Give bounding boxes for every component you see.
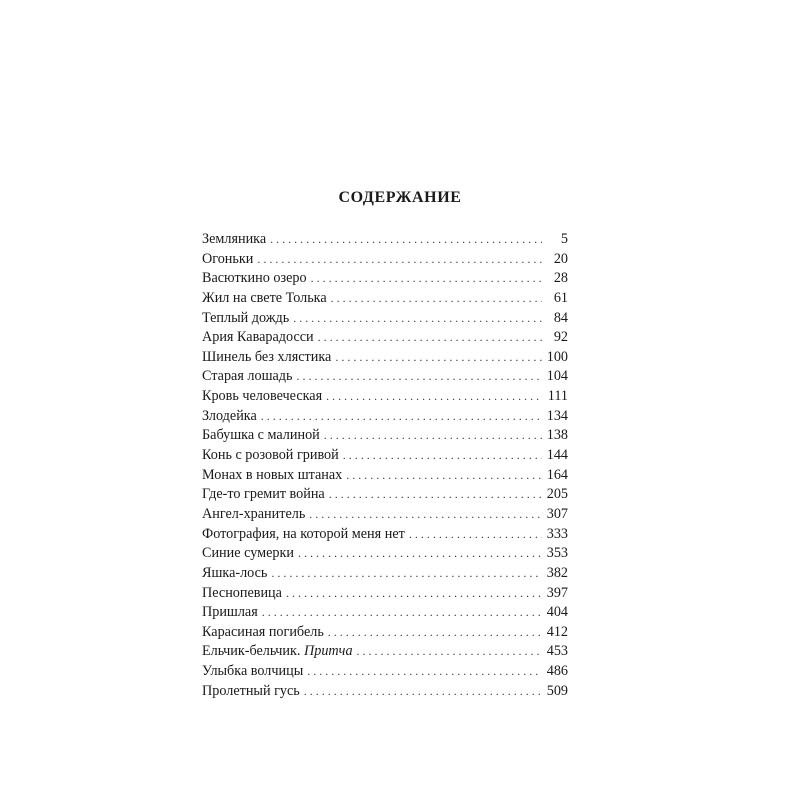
toc-entry-title <box>202 289 331 309</box>
toc-entry-page-number: 333 <box>546 525 568 542</box>
toc-entry-title-text: Песнопевица <box>202 584 282 601</box>
toc-entry <box>202 250 568 270</box>
dot-leader <box>409 525 542 545</box>
toc-entry-title <box>202 623 328 643</box>
toc-entry-page-number: 382 <box>546 564 568 581</box>
toc-entry-page-number: 144 <box>546 447 568 464</box>
toc-entry-title-text: Земляника <box>202 231 267 247</box>
toc-entry-title-text: Кровь человеческая <box>202 388 323 405</box>
toc-entry-title <box>202 250 257 270</box>
toc-entry-title <box>202 348 335 368</box>
toc-entry-title-text: Яшка-лось <box>202 564 268 581</box>
toc-entry-title-text: Фотография, на которой меня нет <box>202 525 405 542</box>
toc-entry <box>202 446 568 466</box>
toc-entry-page-number: 61 <box>553 289 568 306</box>
toc-entry-title <box>202 407 261 427</box>
toc-entry-title <box>202 485 329 505</box>
toc-entry-page-number: 397 <box>546 584 568 601</box>
toc-entry-title-text: Васюткино озеро <box>202 270 307 287</box>
dot-leader <box>318 328 542 348</box>
dot-leader <box>329 485 542 505</box>
dot-leader <box>326 387 542 407</box>
toc-entry-title-text: Где-то гремит война <box>202 486 325 503</box>
toc-entry-title <box>202 544 298 564</box>
toc-entry-title-text: Старая лошадь <box>202 368 293 385</box>
dot-leader <box>331 289 542 309</box>
toc-entry-title <box>202 584 286 604</box>
toc-entry-page-number: 307 <box>546 505 568 522</box>
dot-leader <box>357 642 542 662</box>
toc-entry-title-text: Ельчик-бельчик. <box>202 643 304 660</box>
dot-leader <box>311 269 542 289</box>
toc-entry <box>202 348 568 368</box>
toc-entry-title <box>202 662 307 682</box>
dot-leader <box>304 682 542 702</box>
dot-leader <box>343 446 542 466</box>
toc-entry-title <box>202 230 270 250</box>
toc-entry-title <box>202 269 311 289</box>
toc-entry-page-number: 486 <box>546 663 568 680</box>
toc-entry-page-number: 412 <box>546 623 568 640</box>
toc-entry-title-text: Огоньки <box>202 250 254 267</box>
toc-entry-page-number: 104 <box>546 368 568 385</box>
toc-entry-page-number: 164 <box>546 466 568 483</box>
toc-entry-title <box>202 466 346 486</box>
toc-entry <box>202 544 568 564</box>
toc-entry-page-number: 134 <box>546 407 568 424</box>
toc-entry <box>202 603 568 623</box>
toc-entry-title-text: Пролетный гусь <box>202 682 300 699</box>
toc-entry-title-text: Улыбка волчицы <box>202 663 304 680</box>
toc-entry-page-number: 205 <box>546 486 568 503</box>
toc-entry <box>202 426 568 446</box>
toc-entry-title-text: Синие сумерки <box>202 545 294 562</box>
dot-leader <box>335 348 542 368</box>
toc-entry-page-number: 111 <box>547 388 568 405</box>
toc-entry-page-number: 353 <box>546 545 568 562</box>
dot-leader <box>298 544 542 564</box>
toc-entry-title <box>202 564 271 584</box>
toc-entry-page-number: 404 <box>546 604 568 621</box>
toc-entry-title <box>202 387 326 407</box>
toc-entry-title-text: Пришлая <box>202 604 258 621</box>
table-of-contents <box>202 230 568 701</box>
toc-entry-title-text: Жил на свете Толька <box>202 289 327 306</box>
toc-entry-page-number: 138 <box>546 427 568 444</box>
toc-entry-title-text: Теплый дождь <box>202 309 290 326</box>
page-title: СОДЕРЖАНИЕ <box>338 189 462 206</box>
toc-entry <box>202 623 568 643</box>
toc-entry-title <box>202 603 262 623</box>
toc-entry-page-number: 5 <box>560 231 568 247</box>
toc-entry-title-text: Конь с розовой гривой <box>202 447 339 464</box>
dot-leader <box>262 603 542 623</box>
dot-leader <box>309 505 542 525</box>
toc-entry-title <box>202 367 297 387</box>
toc-entry <box>202 387 568 407</box>
toc-entry-page-number: 84 <box>553 309 568 326</box>
dot-leader <box>261 407 542 427</box>
dot-leader <box>270 230 542 250</box>
dot-leader <box>307 662 542 682</box>
toc-entry-title-text: Монах в новых штанах <box>202 466 343 483</box>
toc-entry <box>202 309 568 329</box>
toc-entry <box>202 407 568 427</box>
toc-entry-title-text: Ангел-хранитель <box>202 505 306 522</box>
toc-entry-page-number: 453 <box>546 643 568 660</box>
toc-entry-title <box>202 426 324 446</box>
toc-entry <box>202 642 568 662</box>
dot-leader <box>297 367 543 387</box>
toc-entry-page-number: 92 <box>553 329 568 346</box>
toc-entry-page-number: 100 <box>546 348 568 365</box>
toc-entry <box>202 525 568 545</box>
dot-leader <box>346 466 542 486</box>
toc-entry <box>202 485 568 505</box>
toc-entry-title <box>202 505 309 525</box>
toc-entry <box>202 269 568 289</box>
toc-entry <box>202 230 568 250</box>
toc-entry-title-text: Ария Каварадосси <box>202 329 314 346</box>
toc-entry-title-text: Злодейка <box>202 407 257 424</box>
toc-entry-title-text: Карасиная погибель <box>202 623 324 640</box>
dot-leader <box>293 309 542 329</box>
toc-entry-title <box>202 525 409 545</box>
toc-entry <box>202 328 568 348</box>
toc-entry-subtitle: Притча <box>304 643 353 660</box>
toc-entry <box>202 367 568 387</box>
toc-entry <box>202 289 568 309</box>
toc-entry <box>202 564 568 584</box>
dot-leader <box>324 426 542 446</box>
toc-entry-title-text: Бабушка с малиной <box>202 427 320 444</box>
dot-leader <box>257 250 542 270</box>
toc-entry-page-number: 28 <box>553 270 568 287</box>
toc-entry <box>202 662 568 682</box>
toc-entry-title <box>202 682 304 702</box>
toc-entry <box>202 584 568 604</box>
dot-leader <box>271 564 542 584</box>
toc-entry <box>202 682 568 702</box>
toc-entry-page-number: 20 <box>553 250 568 267</box>
toc-entry-title <box>202 446 343 466</box>
toc-entry-title <box>202 642 357 662</box>
toc-entry <box>202 466 568 486</box>
toc-entry-title-text: Шинель без хлястика <box>202 348 332 365</box>
dot-leader <box>328 623 542 643</box>
toc-entry <box>202 505 568 525</box>
toc-entry-page-number: 509 <box>546 682 568 699</box>
dot-leader <box>286 584 542 604</box>
toc-entry-title <box>202 309 293 329</box>
toc-entry-title <box>202 328 318 348</box>
